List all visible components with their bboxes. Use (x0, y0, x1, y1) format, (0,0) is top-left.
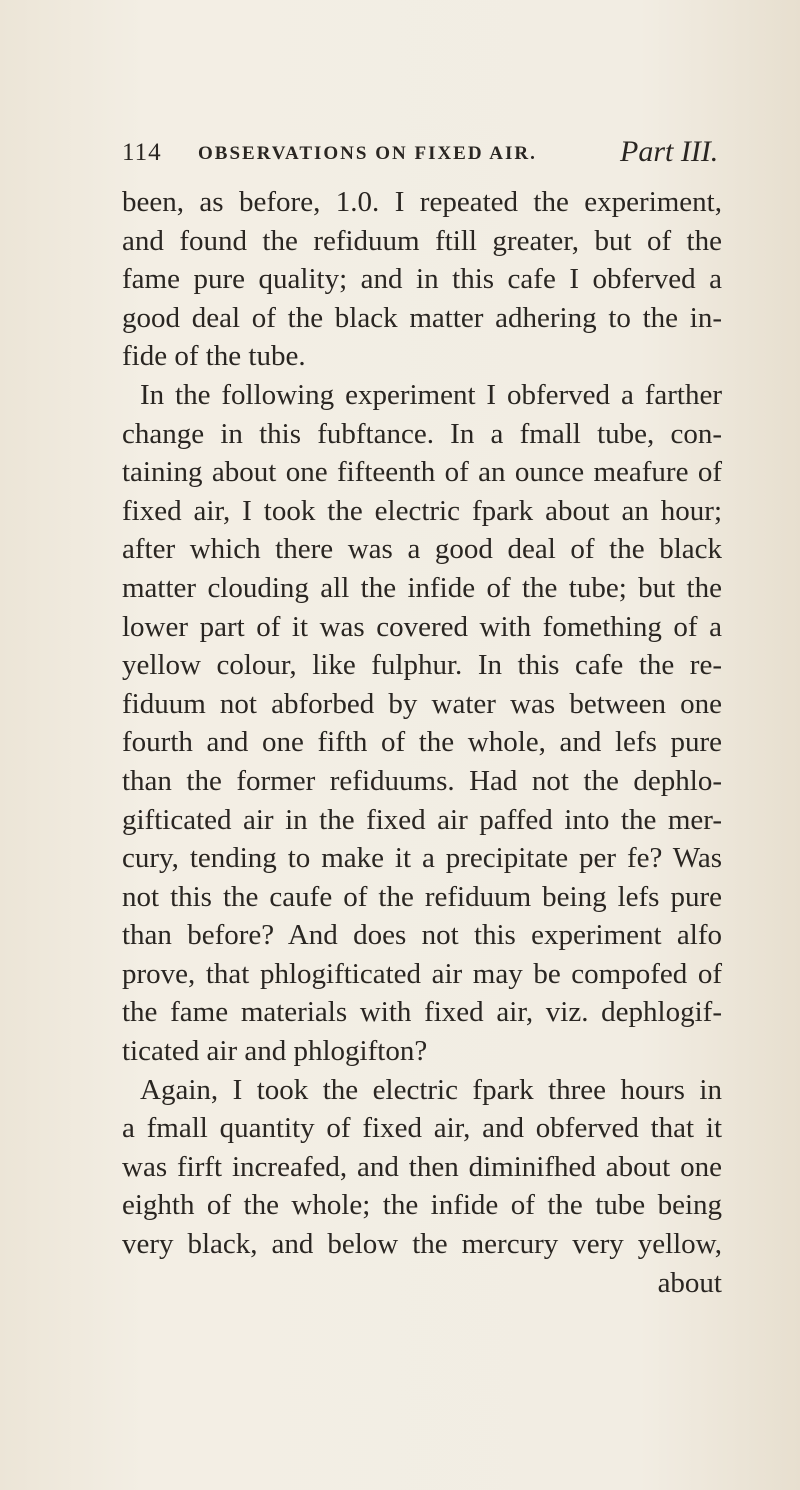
text-line: ticated air and phlogifton? (122, 1035, 428, 1068)
text-line: fame pure quality; and in this cafe I obferved a (122, 263, 722, 296)
text-line: fiduum not abforbed by water was between one (122, 687, 722, 720)
text-line: gifticated air in the fixed air paffed into the mer- (122, 803, 722, 836)
text-line: was firft increafed, and then diminifhed about one (122, 1150, 722, 1183)
text-line: taining about one fifteenth of an ounce meafure of (122, 456, 722, 489)
text-line: cury, tending to make it a precipitate per fe? Was (122, 842, 722, 875)
text-line: good deal of the black matter adhering to the in- (122, 301, 722, 334)
text-line: fourth and one fifth of the whole, and lefs pure (122, 726, 722, 759)
text-line: In the following experiment I obferved a farther (140, 378, 722, 411)
page-header (122, 131, 722, 171)
text-line: than before? And does not this experiment alfo (122, 919, 722, 952)
text-line: and found the refiduum ftill greater, but of the (122, 224, 722, 257)
text-line: a fmall quantity of fixed air, and obferved that it (122, 1112, 722, 1145)
body-text (122, 183, 722, 1302)
text-line: eighth of the whole; the infide of the tube being (122, 1189, 722, 1222)
catchword: about (657, 1266, 722, 1299)
text-line: prove, that phlogifticated air may be compofed of (122, 957, 722, 990)
text-line: Again, I took the electric fpark three hours in (140, 1073, 722, 1106)
text-line: than the former refiduums. Had not the dephlo- (122, 764, 722, 797)
text-line: fixed air, I took the electric fpark about an hour; (122, 494, 722, 527)
text-line: lower part of it was covered with fomething of a (122, 610, 722, 643)
text-line: very black, and below the mercury very yellow, (122, 1228, 722, 1261)
text-line: not this the caufe of the refiduum being lefs pure (122, 880, 722, 913)
text-line: the fame materials with fixed air, viz. dephlogif- (122, 996, 722, 1029)
text-line: matter clouding all the infide of the tube; but the (122, 571, 722, 604)
text-line: been, as before, 1.0. I repeated the experiment, (122, 186, 722, 218)
part-label: Part III. (620, 135, 719, 168)
text-line: fide of the tube. (122, 340, 306, 373)
text-line: yellow colour, like fulphur. In this cafe the re- (122, 649, 722, 682)
page-number: 114 (122, 139, 162, 166)
text-line: change in this fubftance. In a fmall tube, con- (122, 417, 722, 450)
running-head: OBSERVATIONS ON FIXED AIR. (198, 143, 537, 164)
text-line: after which there was a good deal of the black (122, 533, 722, 566)
